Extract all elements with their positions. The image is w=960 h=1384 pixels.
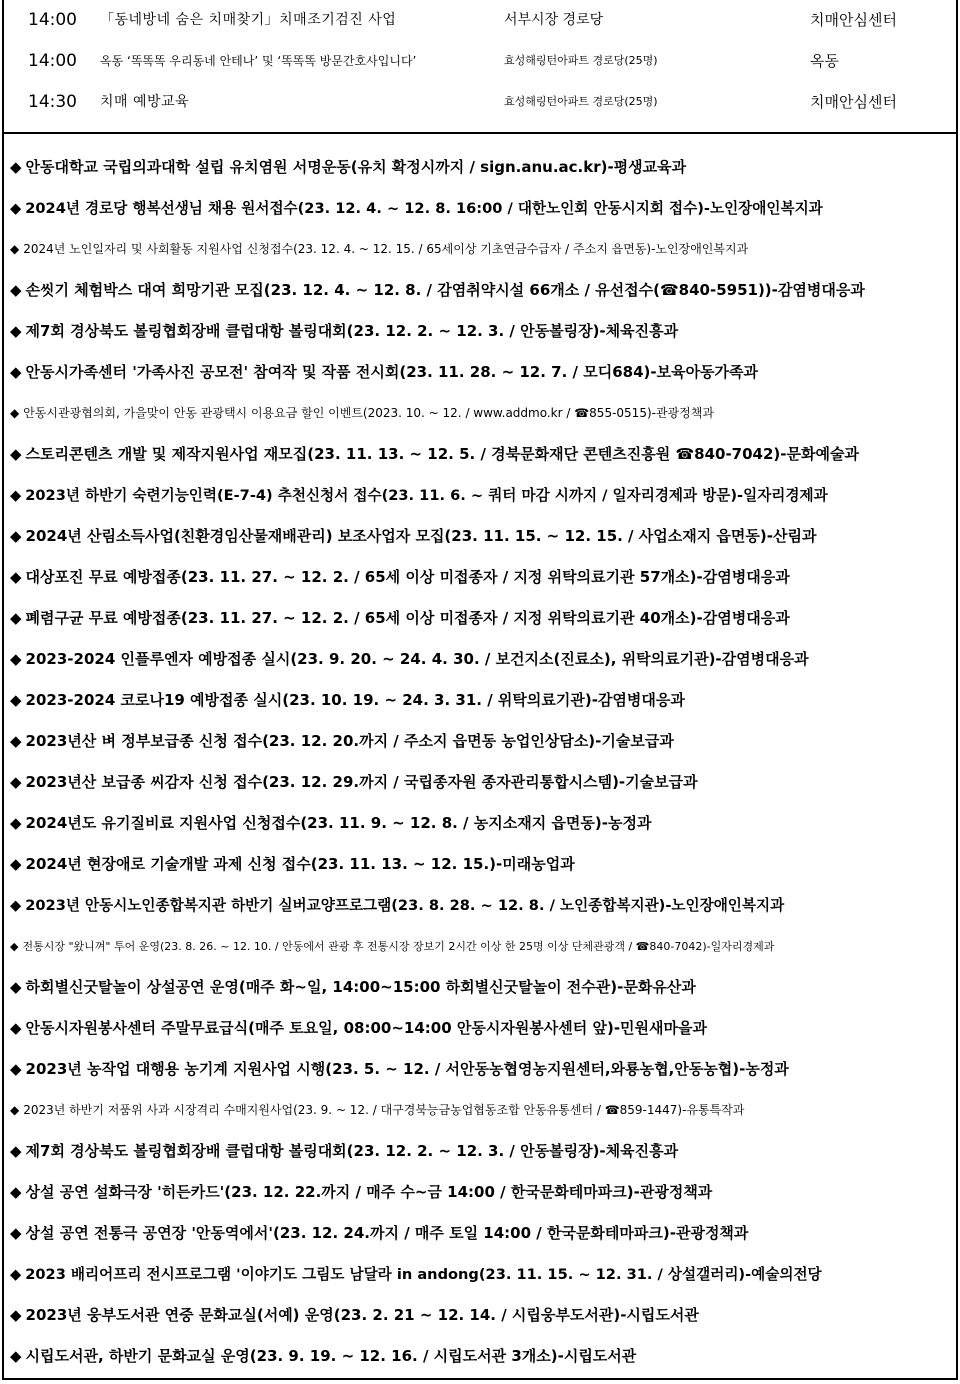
notice-text: 전통시장 "왔니껴" 투어 운영(23. 8. 26. ~ 12. 10. / 안동에서 관광 후 전통시장 장보기 2시간 이상 한 25명 이상 단체관광객 / ☎840-7042)-일자리경제과 xyxy=(22,940,775,953)
list-item xyxy=(10,270,954,311)
diamond-bullet-icon: ◆ xyxy=(10,1060,22,1078)
list-item xyxy=(10,598,954,639)
diamond-bullet-icon: ◆ xyxy=(10,1142,22,1160)
schedule-time: 14:00 xyxy=(28,51,77,71)
notice-text: 안동시자원봉사센터 주말무료급식(매주 토요일, 08:00~14:00 안동시자원봉사센터 앞)-민원새마을과 xyxy=(25,1019,707,1037)
list-item xyxy=(10,680,954,721)
diamond-bullet-icon: ◆ xyxy=(10,406,20,420)
schedule-title: 치매 예방교육 xyxy=(100,94,190,110)
list-item xyxy=(10,188,954,229)
diamond-bullet-icon: ◆ xyxy=(10,940,19,953)
diamond-bullet-icon: ◆ xyxy=(10,527,22,545)
list-item xyxy=(10,721,954,762)
notice-text: 2023년 웅부도서관 연중 문화교실(서예) 운영(23. 2. 21 ~ 12. 14. / 시립웅부도서관)-시립도서관 xyxy=(25,1306,699,1324)
notice-board xyxy=(2,0,958,1380)
schedule-title: 옥동 ‘똑똑똑 우리동네 안테나’ 및 ‘똑똑똑 방문간호사입니다’ xyxy=(100,54,417,68)
diamond-bullet-icon: ◆ xyxy=(10,855,22,873)
schedule-org: 치매안심센터 xyxy=(810,11,897,29)
diamond-bullet-icon: ◆ xyxy=(10,1266,22,1283)
schedule-row xyxy=(4,41,956,81)
notice-text: 2024년 현장애로 기술개발 과제 신청 접수(23. 11. 13. ~ 12. 15.)-미래농업과 xyxy=(25,855,575,873)
diamond-bullet-icon: ◆ xyxy=(10,281,22,299)
list-item xyxy=(10,1295,954,1336)
diamond-bullet-icon: ◆ xyxy=(10,609,22,627)
schedule-table xyxy=(4,0,956,134)
diamond-bullet-icon: ◆ xyxy=(10,732,22,750)
notice-text: 2024년 산림소득사업(친환경임산물재배관리) 보조사업자 모집(23. 11. 15. ~ 12. 15. / 사업소재지 읍면동)-산림과 xyxy=(25,527,817,545)
notice-text: 2024년도 유기질비료 지원사업 신청접수(23. 11. 9. ~ 12. 8. / 농지소재지 읍면동)-농정과 xyxy=(25,814,652,832)
diamond-bullet-icon: ◆ xyxy=(10,487,22,504)
diamond-bullet-icon: ◆ xyxy=(10,1019,22,1037)
list-item xyxy=(10,1254,954,1295)
notice-text: 2023 배리어프리 전시프로그램 '이야기도 그림도 남달라 in andong(23. 11. 15. ~ 12. 31. / 상설갤러리)-예술의전당 xyxy=(25,1266,822,1283)
list-item xyxy=(10,926,954,967)
notice-text: 스토리콘텐츠 개발 및 제작지원사업 재모집(23. 11. 13. ~ 12. 5. / 경북문화재단 콘텐츠진흥원 ☎840-7042)-문화예술과 xyxy=(25,445,859,463)
list-item xyxy=(10,639,954,680)
notice-text: 안동시관광협의회, 가을맞이 안동 관광택시 이용요금 할인 이벤트(2023. 10. ~ 12. / www.addmo.kr / ☎855-0515)-관광정책과 xyxy=(23,406,714,420)
list-item xyxy=(10,1336,954,1377)
diamond-bullet-icon: ◆ xyxy=(10,1306,22,1324)
notice-text: 2023년 안동시노인종합복지관 하반기 실버교양프로그램(23. 8. 28. ~ 12. 8. / 노인종합복지관)-노인장애인복지과 xyxy=(25,897,785,914)
notice-text: 2023년 농작업 대행용 농기계 지원사업 시행(23. 5. ~ 12. / 서안동농협영농지원센터,와룡농협,안동농협)-농정과 xyxy=(25,1060,789,1078)
list-item xyxy=(10,352,954,393)
schedule-time: 14:00 xyxy=(28,10,77,30)
list-item xyxy=(10,1131,954,1172)
list-item xyxy=(10,311,954,352)
notice-text: 안동시가족센터 '가족사진 공모전' 참여작 및 작품 전시회(23. 11. 28. ~ 12. 7. / 모디684)-보육아동가족과 xyxy=(25,363,759,381)
notice-text: 2023년산 벼 정부보급종 신청 접수(23. 12. 20.까지 / 주소지 읍면동 농업인상담소)-기술보급과 xyxy=(25,732,674,750)
list-item xyxy=(10,1090,954,1131)
list-item xyxy=(10,229,954,270)
schedule-org: 치매안심센터 xyxy=(810,93,897,111)
notice-text: 제7회 경상북도 볼링협회장배 클럽대항 볼링대회(23. 12. 2. ~ 12. 3. / 안동볼링장)-체육진흥과 xyxy=(25,1142,679,1160)
schedule-row xyxy=(4,0,956,40)
notice-text: 대상포진 무료 예방접종(23. 11. 27. ~ 12. 2. / 65세 이상 미접종자 / 지정 위탁의료기관 57개소)-감염병대응과 xyxy=(25,568,790,586)
schedule-place: 효성해링턴아파트 경로당(25명) xyxy=(504,54,658,67)
diamond-bullet-icon: ◆ xyxy=(10,814,22,832)
notice-text: 제7회 경상북도 볼링협회장배 클럽대항 볼링대회(23. 12. 2. ~ 12. 3. / 안동볼링장)-체육진흥과 xyxy=(25,322,679,340)
diamond-bullet-icon: ◆ xyxy=(10,445,22,463)
schedule-time: 14:30 xyxy=(28,92,77,112)
diamond-bullet-icon: ◆ xyxy=(10,650,22,668)
diamond-bullet-icon: ◆ xyxy=(10,1183,22,1201)
notice-text: 2024년 경로당 행복선생님 채용 원서접수(23. 12. 4. ~ 12. 8. 16:00 / 대한노인회 안동시지회 접수)-노인장애인복지과 xyxy=(25,200,823,217)
list-item xyxy=(10,1049,954,1090)
notice-text: 2023년 하반기 숙련기능인력(E-7-4) 추천신청서 접수(23. 11. 6. ~ 쿼터 마감 시까지 / 일자리경제과 방문)-일자리경제과 xyxy=(25,487,828,504)
schedule-place: 서부시장 경로당 xyxy=(504,12,604,28)
diamond-bullet-icon: ◆ xyxy=(10,1224,22,1242)
list-item xyxy=(10,1172,954,1213)
list-item xyxy=(10,516,954,557)
diamond-bullet-icon: ◆ xyxy=(10,242,20,256)
list-item xyxy=(10,1008,954,1049)
diamond-bullet-icon: ◆ xyxy=(10,158,22,176)
notice-text: 2023년 하반기 저품위 사과 시장격리 수매지원사업(23. 9. ~ 12. / 대구경북능금농업협동조합 안동유통센터 / ☎859-1447)-유통특작과 xyxy=(23,1103,745,1117)
schedule-title: 「동네방네 숨은 치매찾기」치매조기검진 사업 xyxy=(100,12,397,28)
notice-text: 손씻기 체험박스 대여 희망기관 모집(23. 12. 4. ~ 12. 8. / 감염취약시설 66개소 / 유선접수(☎840-5951))-감염병대응과 xyxy=(25,281,865,299)
notice-text: 2023년산 보급종 씨감자 신청 접수(23. 12. 29.까지 / 국립종자원 종자관리통합시스템)-기술보급과 xyxy=(25,773,698,791)
schedule-org: 옥동 xyxy=(810,52,839,70)
list-item xyxy=(10,967,954,1008)
list-item xyxy=(10,557,954,598)
diamond-bullet-icon: ◆ xyxy=(10,200,22,217)
diamond-bullet-icon: ◆ xyxy=(10,773,22,791)
diamond-bullet-icon: ◆ xyxy=(10,897,22,914)
diamond-bullet-icon: ◆ xyxy=(10,1103,20,1117)
list-item xyxy=(10,147,954,188)
notice-text: 하회별신굿탈놀이 상설공연 운영(매주 화~일, 14:00~15:00 하회별신굿탈놀이 전수관)-문화유산과 xyxy=(25,978,696,996)
diamond-bullet-icon: ◆ xyxy=(10,1347,22,1365)
notice-text: 2023-2024 코로나19 예방접종 실시(23. 10. 19. ~ 24. 3. 31. / 위탁의료기관)-감염병대응과 xyxy=(25,691,685,709)
diamond-bullet-icon: ◆ xyxy=(10,322,22,340)
diamond-bullet-icon: ◆ xyxy=(10,691,22,709)
notice-text: 상설 공연 전통극 공연장 '안동역에서'(23. 12. 24.까지 / 매주 토일 14:00 / 한국문화테마파크)-관광정책과 xyxy=(25,1224,749,1242)
list-item xyxy=(10,803,954,844)
list-item xyxy=(10,844,954,885)
list-item xyxy=(10,885,954,926)
schedule-row xyxy=(4,82,956,122)
diamond-bullet-icon: ◆ xyxy=(10,568,22,586)
notice-text: 시립도서관, 하반기 문화교실 운영(23. 9. 19. ~ 12. 16. / 시립도서관 3개소)-시립도서관 xyxy=(25,1347,637,1365)
list-item xyxy=(10,475,954,516)
diamond-bullet-icon: ◆ xyxy=(10,363,22,381)
notice-text: 안동대학교 국립의과대학 설립 유치염원 서명운동(유치 확정시까지 / sign.anu.ac.kr)-평생교육과 xyxy=(25,158,687,176)
schedule-place: 효성해링턴아파트 경로당(25명) xyxy=(504,95,658,108)
notice-text: 2024년 노인일자리 및 사회활동 지원사업 신청접수(23. 12. 4. ~ 12. 15. / 65세이상 기초연금수급자 / 주소지 읍면동)-노인장애인복지과 xyxy=(23,242,749,256)
notice-text: 2023-2024 인플루엔자 예방접종 실시(23. 9. 20. ~ 24. 4. 30. / 보건지소(진료소), 위탁의료기관)-감염병대응과 xyxy=(25,650,809,668)
notice-text: 상설 공연 설화극장 '히든카드'(23. 12. 22.까지 / 매주 수~금 14:00 / 한국문화테마파크)-관광정책과 xyxy=(25,1183,713,1201)
list-item xyxy=(10,762,954,803)
diamond-bullet-icon: ◆ xyxy=(10,978,22,996)
list-item xyxy=(10,434,954,475)
notice-text: 폐렴구균 무료 예방접종(23. 11. 27. ~ 12. 2. / 65세 이상 미접종자 / 지정 위탁의료기관 40개소)-감염병대응과 xyxy=(25,609,790,627)
list-item xyxy=(10,1213,954,1254)
list-item xyxy=(10,393,954,434)
